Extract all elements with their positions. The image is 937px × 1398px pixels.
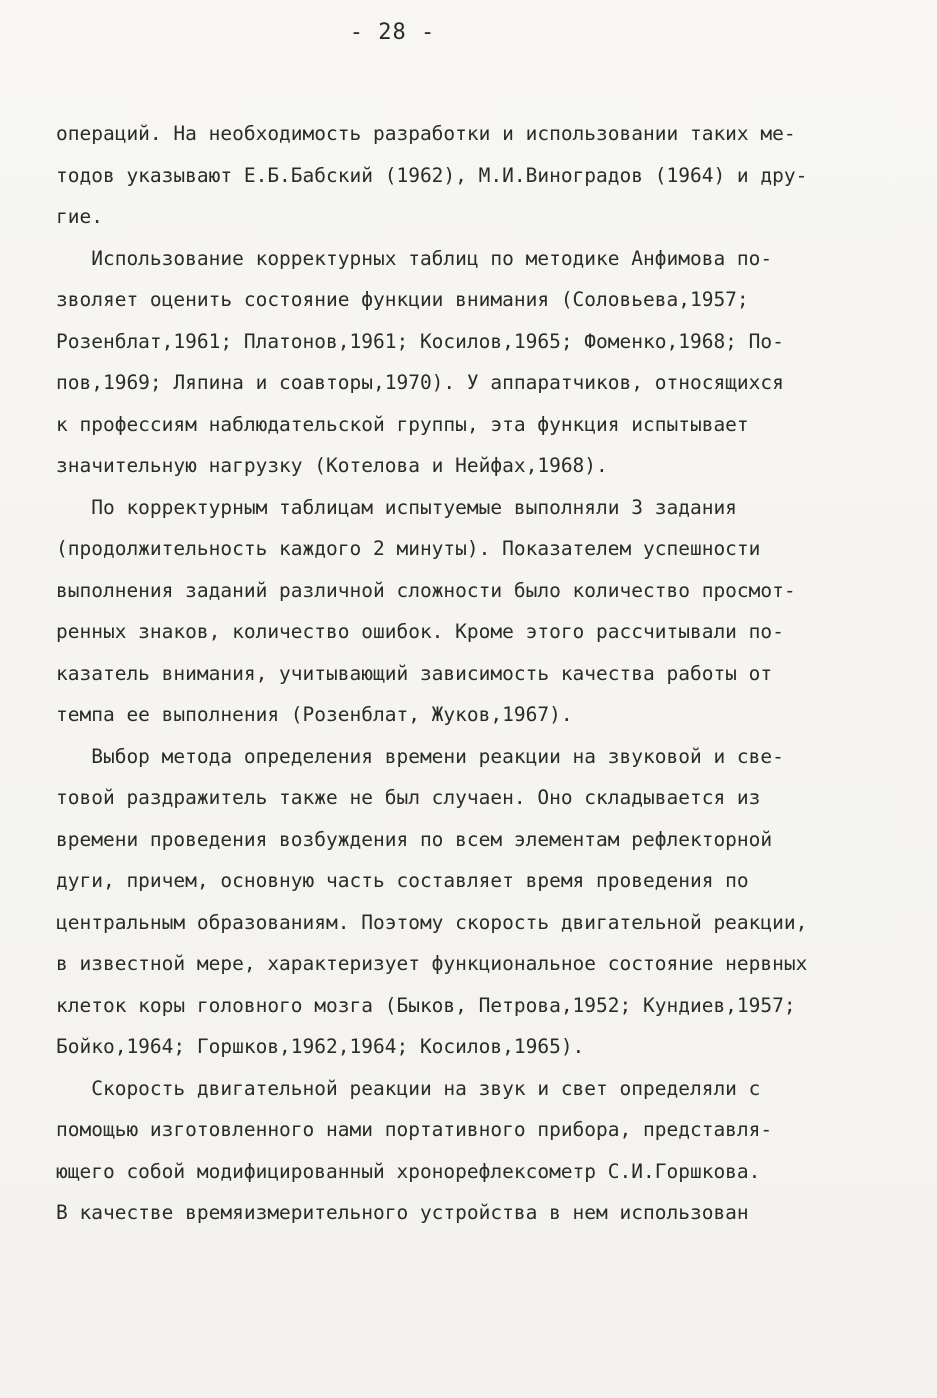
page-number: - 28 - — [349, 20, 436, 45]
paragraph — [56, 487, 886, 736]
text-line: темпа ее выполнения (Розенблат, Жуков,1967). — [56, 703, 573, 726]
body-text — [56, 113, 886, 1234]
text-line: в известной мере, характеризует функциональное состояние нервных — [56, 952, 808, 975]
paragraph — [56, 238, 886, 487]
text-line: Бойко,1964; Горшков,1962,1964; Косилов,1965). — [56, 1035, 585, 1058]
text-line: времени проведения возбуждения по всем элементам рефлекторной — [56, 827, 773, 851]
text-line: операций. На необходимость разработки и использовании таких ме- — [56, 122, 796, 145]
text-line: пов,1969; Ляпина и соавторы,1970). У аппаратчиков, относящихся — [56, 371, 784, 394]
text-line: Использование корректурных таблиц по методике Анфимова по- — [56, 246, 773, 270]
text-line: товой раздражитель также не был случаен. Оно складывается из — [56, 786, 761, 809]
paragraph — [56, 113, 886, 238]
paragraph — [56, 736, 886, 1068]
text-line: значительную нагрузку (Котелова и Нейфах,1968). — [56, 454, 608, 477]
text-line: выполнения заданий различной сложности было количество просмот- — [56, 578, 796, 602]
text-line: Розенблат,1961; Платонов,1961; Косилов,1965; Фоменко,1968; По- — [56, 329, 784, 353]
text-line: зволяет оценить состояние функции внимания (Соловьева,1957; — [56, 288, 749, 311]
text-line: тодов указывают Е.Б.Бабский (1962), М.И.Виноградов (1964) и дру- — [56, 163, 808, 187]
text-line: ренных знаков, количество ошибок. Кроме этого рассчитывали по- — [56, 620, 784, 643]
text-line: дуги, причем, основную часть составляет время проведения по — [56, 869, 749, 892]
text-line: помощью изготовленного нами портативного прибора, представля- — [56, 1118, 773, 1141]
paragraph — [56, 1068, 886, 1234]
text-line: гие. — [56, 205, 103, 228]
text-line: (продолжительность каждого 2 минуты). Показателем успешности — [56, 537, 761, 560]
text-line: к профессиям наблюдательской группы, эта функция испытывает — [56, 412, 749, 436]
text-line: По корректурным таблицам испытуемые выполняли 3 задания — [56, 495, 737, 519]
text-line: клеток коры головного мозга (Быков, Петрова,1952; Кундиев,1957; — [56, 993, 796, 1017]
text-line: Скорость двигательной реакции на звук и свет определяли с — [56, 1076, 761, 1100]
text-line: В качестве времяизмерительного устройства в нем использован — [56, 1201, 749, 1224]
text-line: казатель внимания, учитывающий зависимость качества работы от — [56, 661, 773, 685]
text-line: Выбор метода определения времени реакции на звуковой и све- — [56, 744, 784, 768]
text-line: ющего собой модифицированный хронорефлексометр С.И.Горшкова. — [56, 1159, 761, 1183]
text-line: центральным образованиям. Поэтому скорость двигательной реакции, — [56, 910, 808, 934]
